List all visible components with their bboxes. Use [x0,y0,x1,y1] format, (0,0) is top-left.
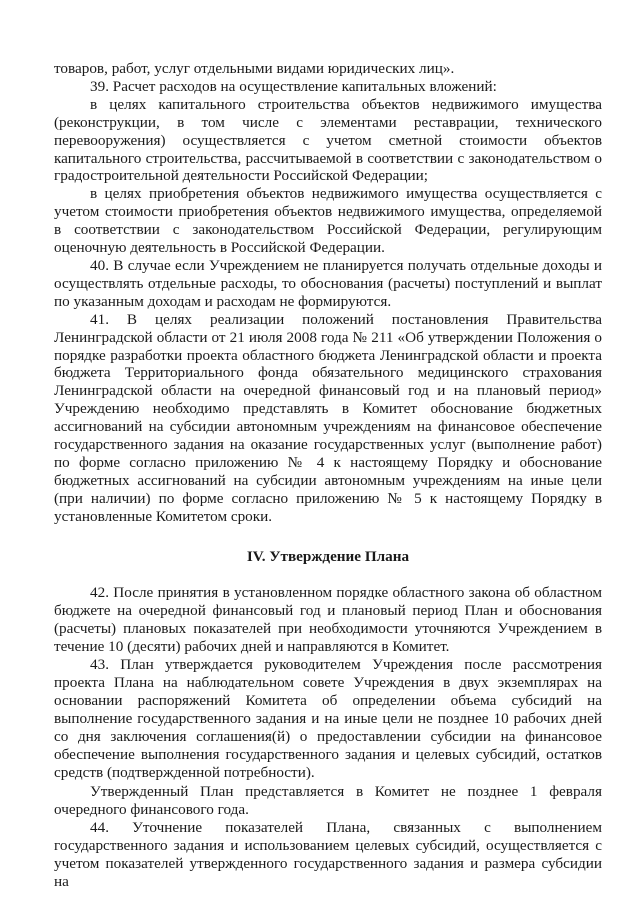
section-heading: IV. Утверждение Плана [246,547,410,565]
paragraph-43-approved: Утвержденный План представляется в Комитет не позднее 1 февраля очередного финансового года. [54,783,602,819]
paragraph-40: 40. В случае если Учреждением не планируется получать отдельные доходы и осуществлять отдельные расходы, то обоснования (расчеты) поступлений и выплат по указанным доходам и расходам не формируются. [54,256,602,310]
document-page [54,60,602,891]
paragraph-39-item-1: в целях капитального строительства объектов недвижимого имущества (реконструкции, в том числе с элементами реставрации, технического перевооружения) осуществляется с учетом сметной стоимости объектов капитального строительства, рассчитываемой в соответствии с законодательством о градостроительной деятельности Российской Федерации; [54,95,602,185]
paragraph-44: 44. Уточнение показателей Плана, связанных с выполнением государственного задания и использованием целевых субсидий, осуществляется с учетом показателей утвержденного государственного задания и размера субсидии на [54,819,602,890]
paragraph-42: 42. После принятия в установленном порядке областного закона об областном бюджете на очередной финансовый год и плановый период План и обоснования (расчеты) плановых показателей при необходимости уточняются Учреждением в течение 10 (десяти) рабочих дней и направляются в Комитет. [54,584,602,656]
paragraph-39: 39. Расчет расходов на осуществление капитальных вложений: [90,77,497,95]
paragraph-continuation: товаров, работ, услуг отдельными видами юридических лиц». [54,60,455,77]
paragraph-43: 43. План утверждается руководителем Учреждения после рассмотрения проекта Плана на наблюдательном совете Учреждения в двух экземплярах на основании распоряжений Комитета об определении объема субсидий на выполнение государственного задания и на иные цели не позднее 10 рабочих дней со дня заключения соглашения(й) о предоставлении субсидии на финансовое обеспечение выполнения государственного задания и целевых субсидий, остатков средств (подтвержденной потребности). [54,656,602,781]
paragraph-39-item-2: в целях приобретения объектов недвижимого имущества осуществляется с учетом стоимости приобретения объектов недвижимого имущества, определяемой в соответствии с законодательством Российской Федерации, регулирующим оценочную деятельность в Российской Федерации. [54,185,602,257]
paragraph-41: 41. В целях реализации положений постановления Правительства Ленинградской области от 21 июля 2008 года № 211 «Об утверждении Положения о порядке разработки проекта областного бюджета Ленинградской области и проекта бюджета Территориального фонда обязательного медицинского страхования Ленинградской области на очередной финансовый год и на плановый период» Учреждению необходимо представлять в Комитет обоснование бюджетных ассигнований на субсидии автономным учреждениям на финансовое обеспечение государственного задания на оказание государственных услуг (выполнение работ) по форме согласно приложению № 4 к настоящему Порядку и обоснование бюджетных ассигнований на субсидии автономным учреждениям на иные цели (при наличии) по форме согласно приложению № 5 к настоящему Порядку в установленные Комитетом сроки. [54,310,602,525]
